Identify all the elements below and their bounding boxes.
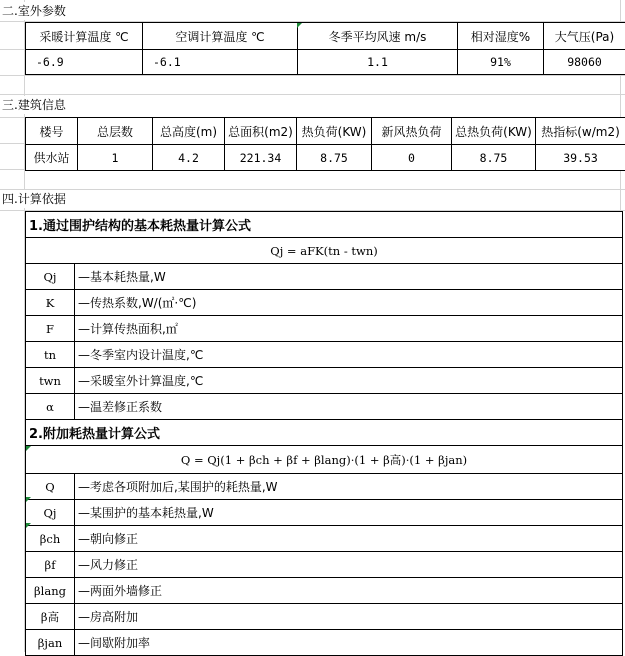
formula1-symbol: F <box>26 316 75 342</box>
outdoor-params-table <box>25 22 625 75</box>
formula2-symbol: β高 <box>26 604 75 630</box>
formula2-symbol: Q <box>26 474 75 500</box>
formula1-description: —采暖室外计算温度,℃ <box>75 368 623 394</box>
outdoor-value-humidity[interactable]: 91% <box>458 50 544 75</box>
building-value-fresh-air-load[interactable]: 0 <box>372 145 452 171</box>
building-header-height: 总高度(m) <box>153 118 225 145</box>
formula2-equation-text: Q = Qj(1 + βch + βf + βlang)·(1 + β高)·(1 + βjan) <box>181 453 467 467</box>
building-value-heat-load[interactable]: 8.75 <box>297 145 372 171</box>
building-header-heat-index: 热指标(w/m2) <box>536 118 625 145</box>
building-value-heat-index[interactable]: 39.53 <box>536 145 625 171</box>
comment-marker <box>26 446 31 451</box>
outdoor-header-pressure: 大气压(Pa) <box>544 23 625 50</box>
building-header-fresh-air-load: 新风热负荷 <box>372 118 452 145</box>
formula2-symbol: βlang <box>26 578 75 604</box>
formula2-description: —房高附加 <box>75 604 623 630</box>
outdoor-value-wind-speed[interactable]: 1.1 <box>298 50 458 75</box>
outdoor-header-wind-speed: 冬季平均风速 m/s <box>298 23 458 50</box>
formula1-equation <box>26 238 623 264</box>
outdoor-value-heating-temp[interactable]: -6.9 <box>26 50 143 75</box>
formula1-equation-text: Qj = aFK(tn - twn) <box>270 244 377 258</box>
building-header-floors: 总层数 <box>78 118 153 145</box>
building-value-total-load[interactable]: 8.75 <box>452 145 536 171</box>
comment-marker <box>26 523 31 528</box>
formula2-title: 2.附加耗热量计算公式 <box>26 420 623 446</box>
building-info-table <box>25 117 625 171</box>
formula2-description: —风力修正 <box>75 552 623 578</box>
formula2-symbol: βf <box>26 552 75 578</box>
formula2-description: —朝向修正 <box>75 526 623 552</box>
formula2-description: —两面外墙修正 <box>75 578 623 604</box>
outdoor-header-humidity: 相对湿度% <box>458 23 544 50</box>
comment-marker <box>26 497 31 502</box>
formula1-symbol: Qj <box>26 264 75 290</box>
formula1-title: 1.通过围护结构的基本耗热量计算公式 <box>26 212 623 238</box>
formula2-symbol: βjan <box>26 630 75 656</box>
formula2-symbol: Qj <box>26 500 75 526</box>
outdoor-value-pressure[interactable]: 98060 <box>544 50 625 75</box>
building-header-area: 总面积(m2) <box>225 118 297 145</box>
building-header-total-load: 总热负荷(KW) <box>452 118 536 145</box>
formula2-description: —考虑各项附加后,某围护的耗热量,W <box>75 474 623 500</box>
formula1-description: —基本耗热量,W <box>75 264 623 290</box>
formula2-equation <box>26 446 623 474</box>
formula1-symbol: K <box>26 290 75 316</box>
formula1-symbol: tn <box>26 342 75 368</box>
outdoor-header-ac-temp: 空调计算温度 ℃ <box>143 23 298 50</box>
comment-marker <box>297 23 302 28</box>
outdoor-value-ac-temp[interactable]: -6.1 <box>143 50 298 75</box>
formula2-symbol: βch <box>26 526 75 552</box>
section-building-title: 三.建筑信息 <box>2 96 68 114</box>
outdoor-header-heating-temp: 采暖计算温度 ℃ <box>26 23 143 50</box>
section-basis-title: 四.计算依据 <box>2 190 68 208</box>
building-header-number: 楼号 <box>26 118 78 145</box>
formula1-description: —传热系数,W/(㎡·℃) <box>75 290 623 316</box>
formula1-description: —温差修正系数 <box>75 394 623 420</box>
formula2-description: —某围护的基本耗热量,W <box>75 500 623 526</box>
building-value-floors[interactable]: 1 <box>78 145 153 171</box>
building-value-area[interactable]: 221.34 <box>225 145 297 171</box>
formula2-description: —间歇附加率 <box>75 630 623 656</box>
formula1-symbol: α <box>26 394 75 420</box>
building-value-number[interactable]: 供水站 <box>26 145 78 171</box>
formula1-description: —计算传热面积,㎡ <box>75 316 623 342</box>
formula1-description: —冬季室内设计温度,℃ <box>75 342 623 368</box>
section-outdoor-title: 二.室外参数 <box>2 2 68 20</box>
building-value-height[interactable]: 4.2 <box>153 145 225 171</box>
building-header-heat-load: 热负荷(KW) <box>297 118 372 145</box>
formula1-symbol: twn <box>26 368 75 394</box>
calculation-basis-table <box>25 211 623 656</box>
